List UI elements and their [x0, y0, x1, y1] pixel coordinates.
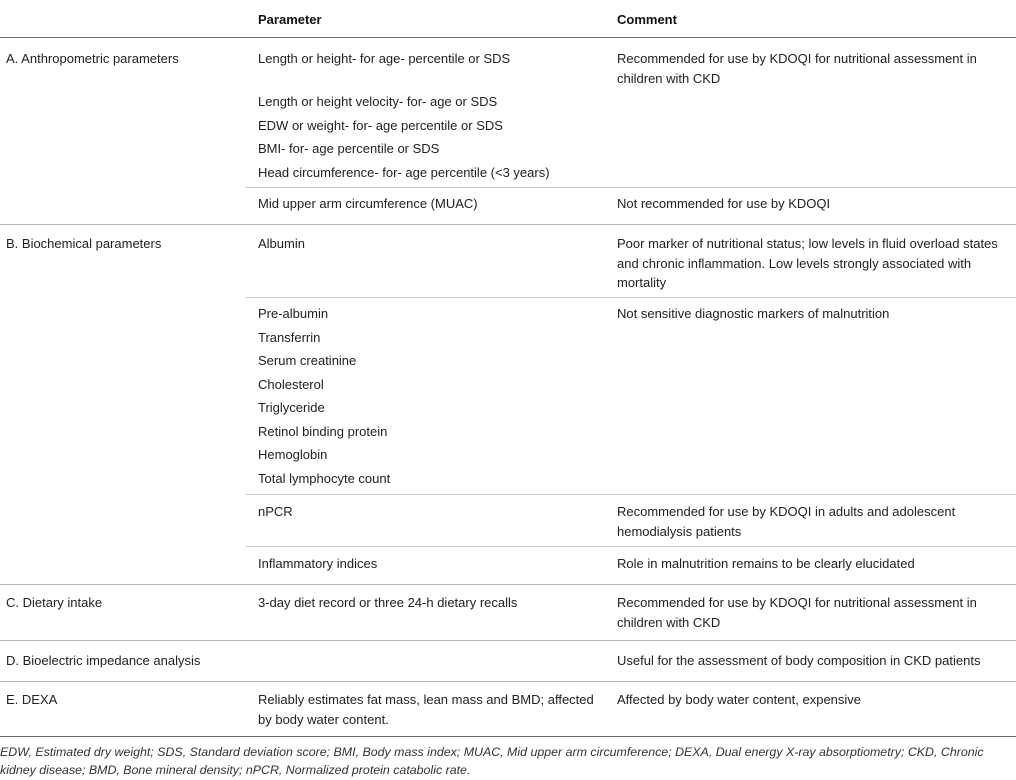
section-b-comment-3: Recommended for use by KDOQI in adults and adolescent hemodialysis patients	[617, 504, 956, 539]
section-label-b: B. Biochemical parameters	[6, 236, 162, 251]
parameter-item: Transferrin	[258, 329, 321, 345]
section-b-parameter-4: Inflammatory indices	[258, 556, 378, 571]
parameter-item: Retinol binding protein	[258, 423, 388, 439]
section-label-c: C. Dietary intake	[6, 595, 103, 610]
section-e-comment-1: Affected by body water content, expensive	[617, 692, 862, 707]
row-divider	[246, 546, 1016, 547]
section-a-comment-1: Recommended for use by KDOQI for nutritional assessment in children with CKD	[617, 51, 977, 86]
parameter-item: Serum creatinine	[258, 353, 357, 368]
section-b-comment-2: Not sensitive diagnostic markers of malnutrition	[617, 306, 890, 321]
section-a-parameters-1b	[258, 92, 603, 186]
section-label-a: A. Anthropometric parameters	[6, 51, 179, 66]
parameter-item: Triglyceride	[258, 400, 325, 415]
section-b-comment-1: Poor marker of nutritional status; low levels in fluid overload states and chronic inflammation. Low levels strongly associated with mortality	[617, 236, 998, 290]
section-divider	[0, 640, 1016, 641]
row-divider	[246, 187, 1016, 188]
table-bottom-rule	[0, 736, 1016, 737]
parameter-item: Length or height- for age- percentile or SDS	[258, 51, 511, 66]
section-a-parameters-1	[258, 49, 603, 73]
parameter-item: BMI- for- age percentile or SDS	[258, 141, 440, 156]
parameter-item: EDW or weight- for- age percentile or SDS	[258, 117, 503, 133]
section-a-parameter-2: Mid upper arm circumference (MUAC)	[258, 196, 478, 211]
parameter-item: Hemoglobin	[258, 447, 328, 462]
column-header-parameter: Parameter	[258, 12, 322, 27]
parameter-item: Pre-albumin	[258, 306, 329, 321]
parameter-item: Total lymphocyte count	[258, 470, 391, 486]
section-label-d: D. Bioelectric impedance analysis	[6, 653, 201, 668]
section-b-parameter-1: Albumin	[258, 236, 305, 251]
parameter-item: Length or height velocity- for- age or SDS	[258, 94, 498, 109]
section-b-parameters-2	[258, 304, 603, 492]
section-c-comment-1: Recommended for use by KDOQI for nutritional assessment in children with CKD	[617, 595, 977, 630]
section-divider	[0, 681, 1016, 682]
parameter-item: Head circumference- for- age percentile (<3 years)	[258, 164, 550, 180]
section-divider	[0, 584, 1016, 585]
section-e-parameter-1: Reliably estimates fat mass, lean mass and BMD; affected by body water content.	[258, 692, 594, 727]
section-c-parameter-1: 3-day diet record or three 24-h dietary recalls	[258, 595, 518, 610]
section-b-comment-4: Role in malnutrition remains to be clearly elucidated	[617, 556, 915, 571]
section-b-parameter-3: nPCR	[258, 504, 293, 519]
row-divider	[246, 297, 1016, 298]
column-header-comment: Comment	[617, 12, 677, 27]
section-label-e: E. DEXA	[6, 692, 58, 707]
section-divider	[0, 224, 1016, 225]
header-divider	[0, 37, 1016, 38]
parameter-item: Cholesterol	[258, 376, 324, 392]
section-d-comment-1: Useful for the assessment of body composition in CKD patients	[617, 653, 981, 668]
table-footnote: EDW, Estimated dry weight; SDS, Standard deviation score; BMI, Body mass index; MUAC, Mid upper arm circumference; DEXA, Dual energy X-ray absorptiometry; CKD, Chronic kidney disease; BMD, Bone mineral density; nPCR, Normalized protein catabolic rate.	[0, 745, 984, 777]
section-a-comment-2: Not recommended for use by KDOQI	[617, 196, 831, 211]
row-divider	[246, 494, 1016, 495]
